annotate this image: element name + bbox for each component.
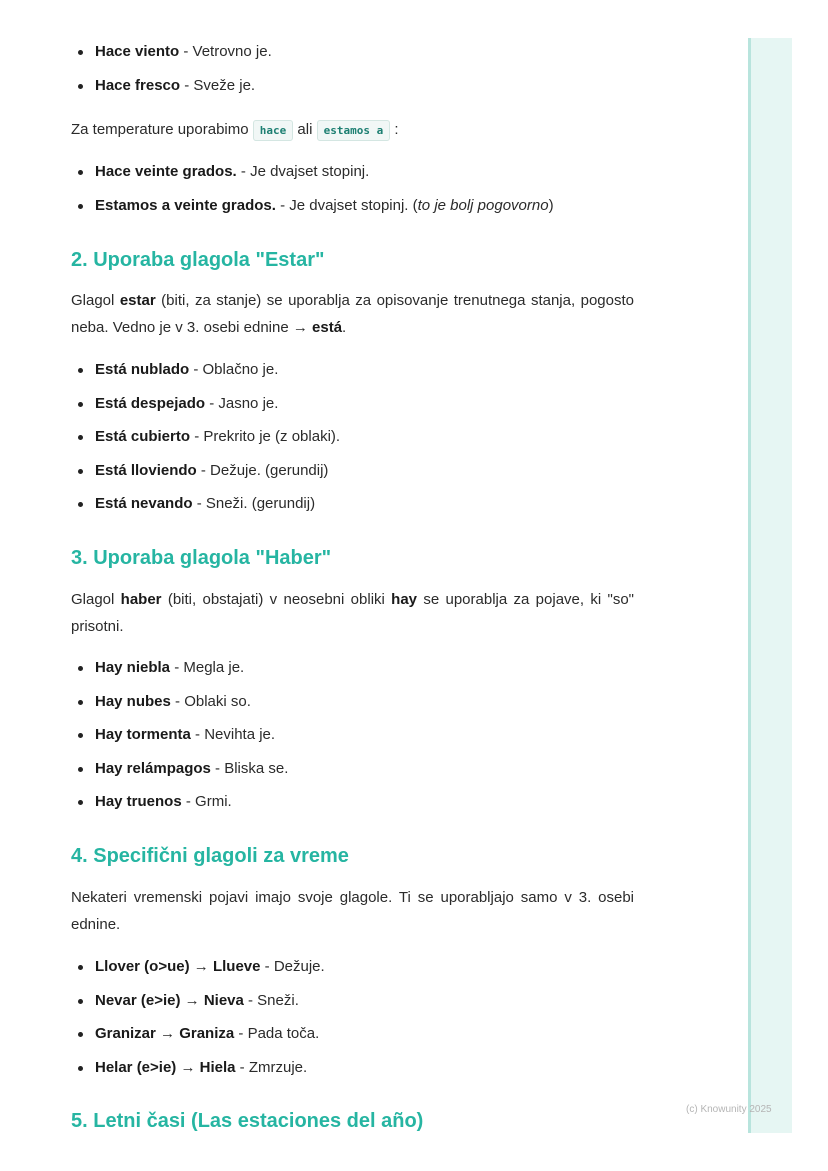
list-item: Llover (o>ue) → Llueve - Dežuje. bbox=[71, 956, 634, 978]
list-item: Hace fresco - Sveže je. bbox=[71, 75, 634, 97]
list-item: Helar (e>ie) → Hiela - Zmrzuje. bbox=[71, 1057, 634, 1079]
list-item: Hace veinte grados. - Je dvajset stopinj. bbox=[71, 161, 634, 183]
code-estamos-a: estamos a bbox=[317, 120, 391, 141]
list-item: Está lloviendo - Dežuje. (gerundij) bbox=[71, 460, 634, 482]
section-heading-haber: 3. Uporaba glagola "Haber" bbox=[71, 547, 332, 569]
verbs-list bbox=[71, 956, 634, 1090]
side-margin-panel bbox=[748, 38, 792, 1133]
section-heading-seasons: 5. Letni časi (Las estaciones del año) bbox=[71, 1110, 424, 1132]
watermark: (c) Knowunity 2025 bbox=[686, 1104, 772, 1115]
temperature-list bbox=[71, 161, 634, 228]
list-item: Está nevando - Sneži. (gerundij) bbox=[71, 493, 634, 515]
code-hace: hace bbox=[253, 120, 294, 141]
list-item: Hay tormenta - Nevihta je. bbox=[71, 724, 634, 746]
temperature-paragraph: Za temperature uporabimo hace ali estamos a : bbox=[71, 116, 634, 144]
list-item: Granizar → Graniza - Pada toča. bbox=[71, 1023, 634, 1045]
list-item: Hay niebla - Megla je. bbox=[71, 657, 634, 679]
haber-list bbox=[71, 657, 634, 825]
section-heading-verbs: 4. Specifični glagoli za vreme bbox=[71, 845, 349, 867]
estar-list bbox=[71, 359, 634, 527]
list-item: Hay relámpagos - Bliska se. bbox=[71, 758, 634, 780]
list-item: Está cubierto - Prekrito je (z oblaki). bbox=[71, 426, 634, 448]
list-item: Estamos a veinte grados. - Je dvajset stopinj. (to je bolj pogovorno) bbox=[71, 195, 634, 217]
list-item: Hace viento - Vetrovno je. bbox=[71, 41, 634, 63]
list-item: Está nublado - Oblačno je. bbox=[71, 359, 634, 381]
list-item: Nevar (e>ie) → Nieva - Sneži. bbox=[71, 990, 634, 1012]
list-item: Hay nubes - Oblaki so. bbox=[71, 691, 634, 713]
haber-paragraph: Glagol haber (biti, obstajati) v neosebni obliki hay se uporablja za pojave, ki "so" prisotni. bbox=[71, 591, 634, 635]
estar-paragraph: Glagol estar (biti, za stanje) se uporablja za opisovanje trenutnega stanja, pogosto neba. Vedno je v 3. osebi ednine → está. bbox=[71, 292, 634, 336]
verbs-paragraph: Nekateri vremenski pojavi imajo svoje glagole. Ti se uporabljajo samo v 3. osebi ednine. bbox=[71, 889, 634, 933]
list-item: Está despejado - Jasno je. bbox=[71, 393, 634, 415]
list-item: Hay truenos - Grmi. bbox=[71, 791, 634, 813]
wind-list bbox=[71, 41, 634, 108]
section-heading-estar: 2. Uporaba glagola "Estar" bbox=[71, 249, 325, 271]
